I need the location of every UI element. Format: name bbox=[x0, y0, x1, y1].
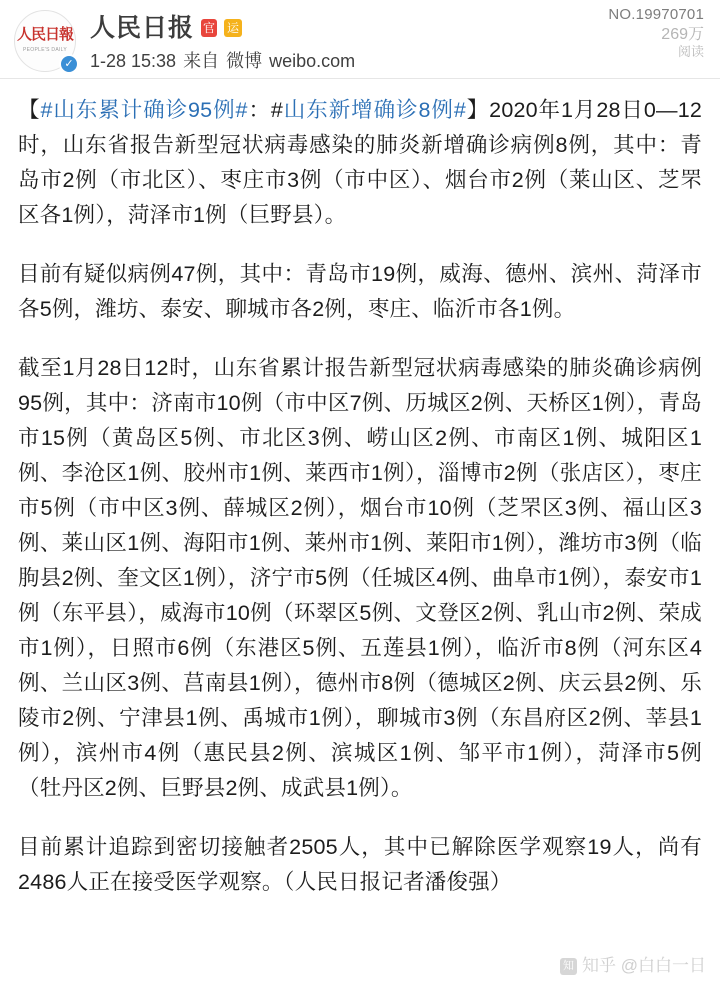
post-source-url[interactable]: weibo.com bbox=[269, 51, 356, 71]
campaign-badge: 运 bbox=[224, 19, 242, 37]
post-paragraph bbox=[18, 257, 702, 327]
read-count-value: 269万 bbox=[661, 26, 704, 43]
avatar-logo-subtext: PEOPLE'S DAILY bbox=[23, 47, 67, 53]
post-paragraph bbox=[18, 830, 702, 900]
avatar[interactable] bbox=[14, 10, 78, 74]
from-label: 来自 bbox=[183, 51, 220, 71]
zhihu-logo-icon: 知 bbox=[560, 958, 577, 975]
topic-link[interactable]: #山东累计确诊95例# bbox=[40, 98, 248, 122]
post-paragraph bbox=[18, 93, 702, 233]
paragraph-text: 【 bbox=[18, 98, 41, 122]
avatar-logo-text: 人民日報 bbox=[16, 27, 73, 43]
post-source[interactable]: 微博 bbox=[226, 51, 263, 71]
header-right-info bbox=[608, 6, 704, 59]
read-count-label: 阅读 bbox=[677, 44, 704, 59]
post-timestamp: 1-28 15:38 bbox=[90, 51, 177, 71]
paragraph-text: 截至1月28日12时，山东省累计报告新型冠状病毒感染的肺炎确诊病例95例，其中：济南市10例（市中区7例、历城区2例、天桥区1例），青岛市15例（黄岛区5例、市北区3例、崂山区2例、市南区1例、城阳区1例、李沧区1例、胶州市1例、莱西市1例），淄博市2例（张店区），枣庄市5例（市中区3例、薛城区2例），烟台市10例（芝罘区3例、福山区3例、莱山区1例、海阳市1例、莱州市1例、莱阳市1例），潍坊市3例（临朐县2例、奎文区1例），济宁市5例（任城区4例、曲阜市1例），泰安市1例（东平县），威海市10例（环翠区5例、文登区2例、乳山市2例、荣成市1例），日照市6例（东港区5例、五莲县1例），临沂市8例（河东区4例、兰山区3例、莒南县1例），德州市8例（德城区2例、庆云县2例、乐陵市2例、宁津县1例、禹城市1例），聊城市3例（东昌府区2例、莘县1例），滨州市4例（惠民县2例、滨城区1例、邹平市1例），菏泽市5例（牡丹区2例、巨野县2例、成武县1例）。 bbox=[18, 356, 702, 800]
post-number: NO.19970701 bbox=[608, 6, 704, 23]
paragraph-text: 目前累计追踪到密切接触者2505人，其中已解除医学观察19人，尚有2486人正在接受医学观察。（人民日报记者潘俊强） bbox=[18, 835, 702, 894]
watermark-text: 知乎 @白白一日 bbox=[582, 956, 706, 975]
watermark bbox=[560, 956, 706, 976]
footer-bar bbox=[0, 945, 720, 981]
post-body bbox=[0, 79, 720, 900]
post-header bbox=[0, 0, 720, 78]
account-name[interactable]: 人民日报 bbox=[90, 14, 195, 42]
official-badge: 官 bbox=[203, 21, 216, 35]
topic-link[interactable]: 山东新增确诊8例# bbox=[283, 98, 466, 122]
paragraph-text: ：# bbox=[247, 98, 284, 122]
verified-badge-icon: ✓ bbox=[59, 54, 79, 74]
read-count bbox=[608, 26, 704, 44]
post-paragraph bbox=[18, 351, 702, 806]
paragraph-text: 目前有疑似病例47例，其中：青岛市19例，威海、德州、滨州、菏泽市各5例，潍坊、泰安、聊城市各2例，枣庄、临沂市各1例。 bbox=[18, 262, 702, 321]
bottom-fade bbox=[0, 919, 720, 945]
paragraph-text: 】2020年1月28日0—12时，山东省报告新型冠状病毒感染的肺炎新增确诊病例8例，其中：青岛市2例（市北区）、枣庄市3例（市中区）、烟台市2例（莱山区、芝罘区各1例），菏泽市1例（巨野县）。 bbox=[18, 98, 703, 227]
